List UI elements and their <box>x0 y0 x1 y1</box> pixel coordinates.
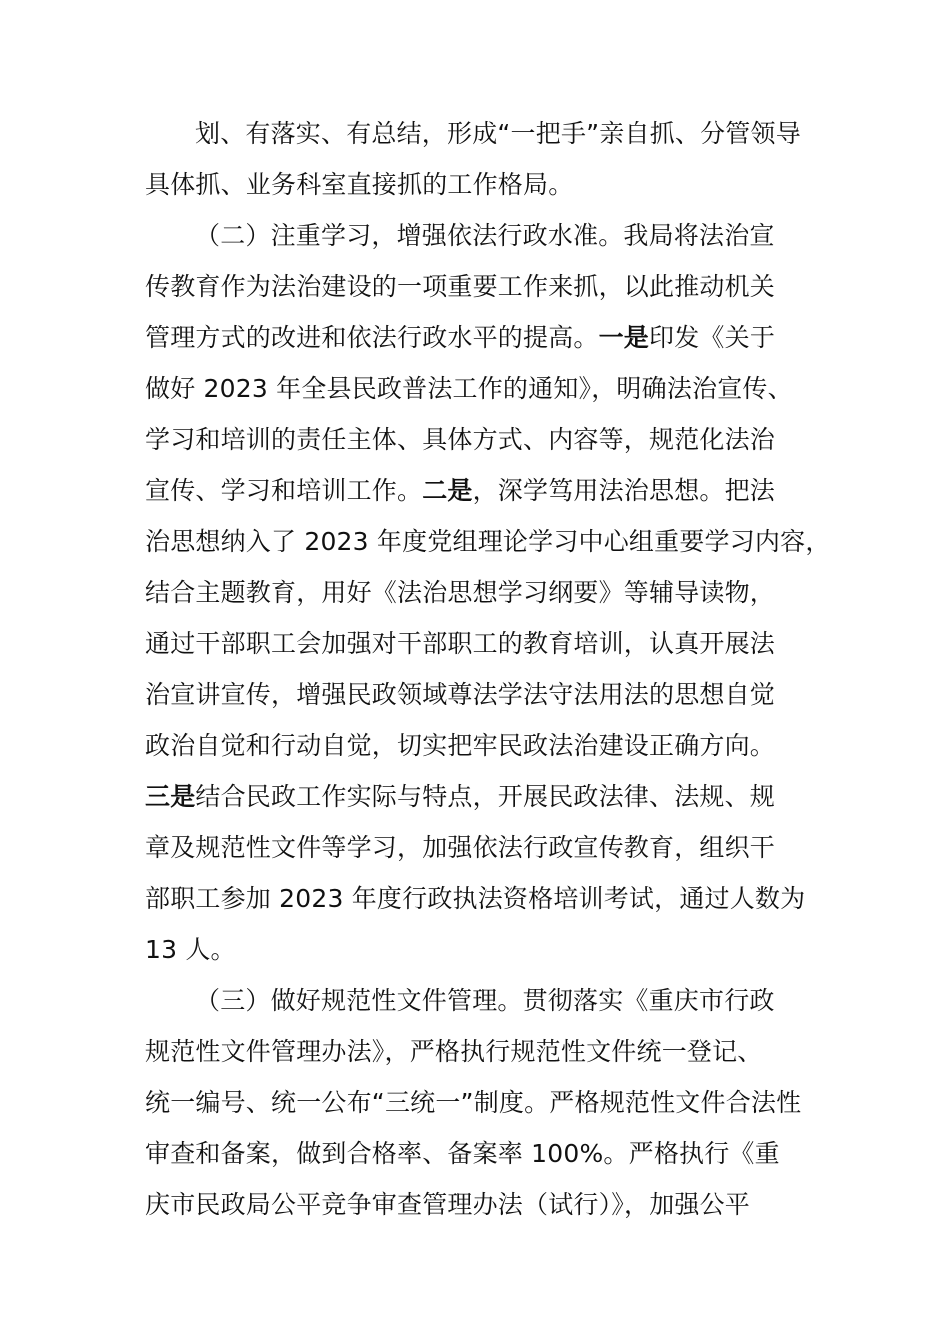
paragraph-line <box>145 679 775 711</box>
line-text: ，深学笃用法治思想。把法 <box>472 476 776 505</box>
line-text: （二）注重学习，增强依法行政水准。我局将法治宣 <box>195 221 775 250</box>
line-text: 治宣讲宣传，增强民政领域尊法学法守法用法的思想自觉 <box>145 680 776 709</box>
paragraph-line <box>145 169 573 201</box>
line-text: 印发《关于 <box>649 323 776 352</box>
line-text: 结合主题教育，用好《法治思想学习纲要》等辅导读物， <box>145 578 776 607</box>
paragraph-line <box>145 322 775 354</box>
paragraph-line <box>145 526 831 558</box>
paragraph-line <box>145 1138 780 1170</box>
paragraph-line <box>145 1189 750 1221</box>
line-text: 划、有落实、有总结，形成“一把手”亲自抓、分管领导 <box>195 119 801 148</box>
paragraph-line <box>195 118 801 150</box>
paragraph-line <box>145 1036 763 1068</box>
line-text: 管理方式的改进和依法行政水平的提高。 <box>145 323 599 352</box>
paragraph-line <box>145 628 775 660</box>
line-text: 治思想纳入了 2023 年度党组理论学习中心组重要学习内容， <box>145 527 831 556</box>
paragraph-line <box>145 781 775 813</box>
line-text: 具体抓、业务科室直接抓的工作格局。 <box>145 170 574 199</box>
bold-marker-second: 二是 <box>422 476 473 505</box>
section-heading-line <box>195 985 775 1017</box>
line-text: 13 人。 <box>145 935 236 964</box>
paragraph-line <box>145 883 805 915</box>
line-text: 章及规范性文件等学习，加强依法行政宣传教育，组织干 <box>145 833 776 862</box>
paragraph-line <box>145 475 775 507</box>
line-text: 宣传、学习和培训工作。 <box>145 476 423 505</box>
paragraph-line <box>145 577 775 609</box>
section-heading-line <box>195 220 775 252</box>
line-text: 传教育作为法治建设的一项重要工作来抓，以此推动机关 <box>145 272 776 301</box>
paragraph-line <box>145 424 775 456</box>
line-text: 结合民政工作实际与特点，开展民政法律、法规、规 <box>195 782 776 811</box>
line-text: 审查和备案，做到合格率、备案率 100%。严格执行《重 <box>145 1139 780 1168</box>
line-text: 通过干部职工会加强对干部职工的教育培训，认真开展法 <box>145 629 776 658</box>
paragraph-line <box>145 1087 801 1119</box>
paragraph-line <box>145 730 775 762</box>
line-text: 部职工参加 2023 年度行政执法资格培训考试，通过人数为 <box>145 884 806 913</box>
paragraph-line <box>145 934 236 966</box>
paragraph-line <box>145 373 793 405</box>
line-text: 做好 2023 年全县民政普法工作的通知》，明确法治宣传、 <box>145 374 793 403</box>
paragraph-line <box>145 832 775 864</box>
line-text: 庆市民政局公平竞争审查管理办法（试行）》，加强公平 <box>145 1190 751 1219</box>
bold-marker-first: 一是 <box>598 323 650 352</box>
line-text: 规范性文件管理办法》，严格执行规范性文件统一登记、 <box>145 1037 763 1066</box>
bold-marker-third: 三是 <box>145 782 196 811</box>
paragraph-line <box>145 271 775 303</box>
line-text: （三）做好规范性文件管理。贯彻落实《重庆市行政 <box>195 986 775 1015</box>
line-text: 政治自觉和行动自觉，切实把牢民政法治建设正确方向。 <box>145 731 776 760</box>
line-text: 统一编号、统一公布“三统一”制度。严格规范性文件合法性 <box>145 1088 802 1117</box>
line-text: 学习和培训的责任主体、具体方式、内容等，规范化法治 <box>145 425 776 454</box>
